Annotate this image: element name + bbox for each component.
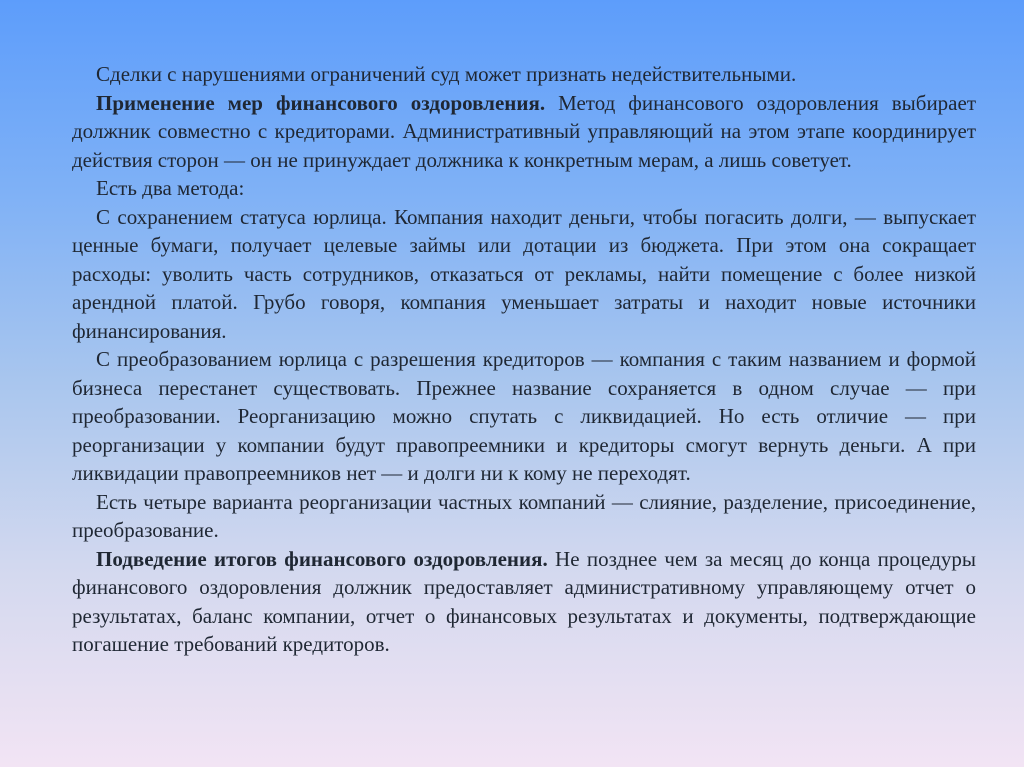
paragraph-results-summary [72, 545, 976, 659]
paragraph-two-methods: Есть два метода: [96, 176, 245, 200]
slide-text [72, 60, 976, 659]
paragraph-method-keep-status: С сохранением статуса юрлица. Компания находит деньги, чтобы погасить долги, — выпускает ценные бумаги, получает целевые займы или дотации из бюджета. При этом она сокращает расходы: уволить часть сотрудников, отказаться от рекламы, найти помещение с более низкой арендной платой. Грубо говоря, компания уменьшает затраты и находит новые источники финансирования. [72, 204, 976, 343]
text-results-summary: Не позднее чем за месяц до конца процедуры финансового оздоровления должник предоставляет административному управляющему отчет о результатах, баланс компании, отчет о финансовых результатах и документы, подтверждающие погашение требований кредиторов. [72, 546, 976, 656]
paragraph-method-transform: С преобразованием юрлица с разрешения кредиторов — компания с таким названием и формой бизнеса перестанет существовать. Прежнее название сохраняется в одном случае — при преобразовании. Реорганизацию можно спутать с ликвидацией. Но есть отличие — при реорганизации у компании будут правопреемники и кредиторы смогут вернуть деньги. А при ликвидации правопреемников нет — и долги ни к кому не переходят. [72, 347, 976, 485]
paragraph-reorganization-variants: Есть четыре варианта реорганизации частных компаний — слияние, разделение, присоединение, преобразование. [72, 489, 976, 542]
heading-recovery-measures: Применение мер финансового оздоровления. [96, 90, 546, 115]
text-recovery-measures: Метод финансового оздоровления выбирает должник совместно с кредиторами. Административный управляющий на этом этапе координирует действия сторон — он не принуждает должника к конкретным мерам, а лишь советует. [72, 90, 976, 172]
heading-results-summary: Подведение итогов финансового оздоровления. [96, 546, 548, 571]
paragraph-recovery-measures [72, 89, 976, 175]
paragraph-invalid-deals: Сделки с нарушениями ограничений суд может признать недействительными. [96, 62, 797, 86]
